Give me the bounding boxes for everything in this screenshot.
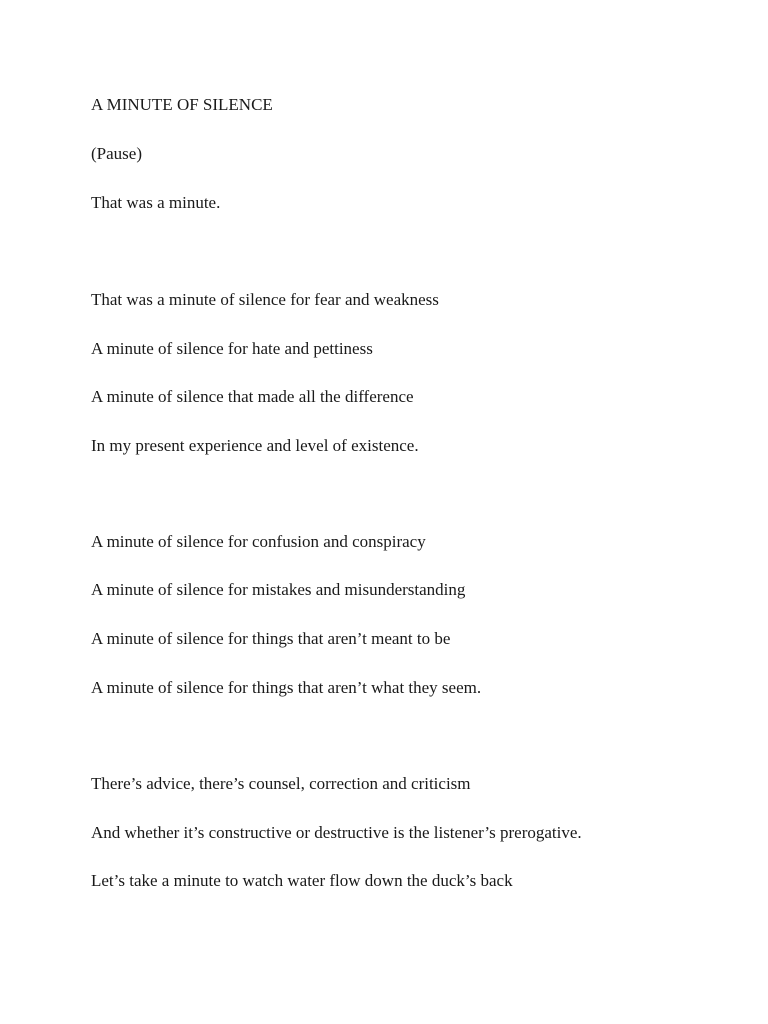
poem-line: And whether it’s constructive or destructive is the listener’s prerogative.: [91, 823, 582, 842]
poem-line: A minute of silence for mistakes and misunderstanding: [91, 580, 466, 599]
poem-line: A minute of silence that made all the difference: [91, 387, 414, 406]
poem-line: In my present experience and level of existence.: [91, 436, 419, 455]
poem-line: A minute of silence for hate and pettiness: [91, 339, 373, 358]
poem-line: That was a minute of silence for fear and weakness: [91, 290, 439, 309]
stage-direction: (Pause): [91, 144, 142, 163]
poem-line: Let’s take a minute to watch water flow down the duck’s back: [91, 871, 513, 890]
poem-line: A minute of silence for confusion and conspiracy: [91, 532, 426, 551]
poem-title: A MINUTE OF SILENCE: [91, 95, 273, 114]
poem-line: A minute of silence for things that aren’t meant to be: [91, 629, 451, 648]
poem-line: There’s advice, there’s counsel, correction and criticism: [91, 774, 471, 793]
poem-line: A minute of silence for things that aren’t what they seem.: [91, 678, 482, 697]
intro-line: That was a minute.: [91, 193, 221, 212]
